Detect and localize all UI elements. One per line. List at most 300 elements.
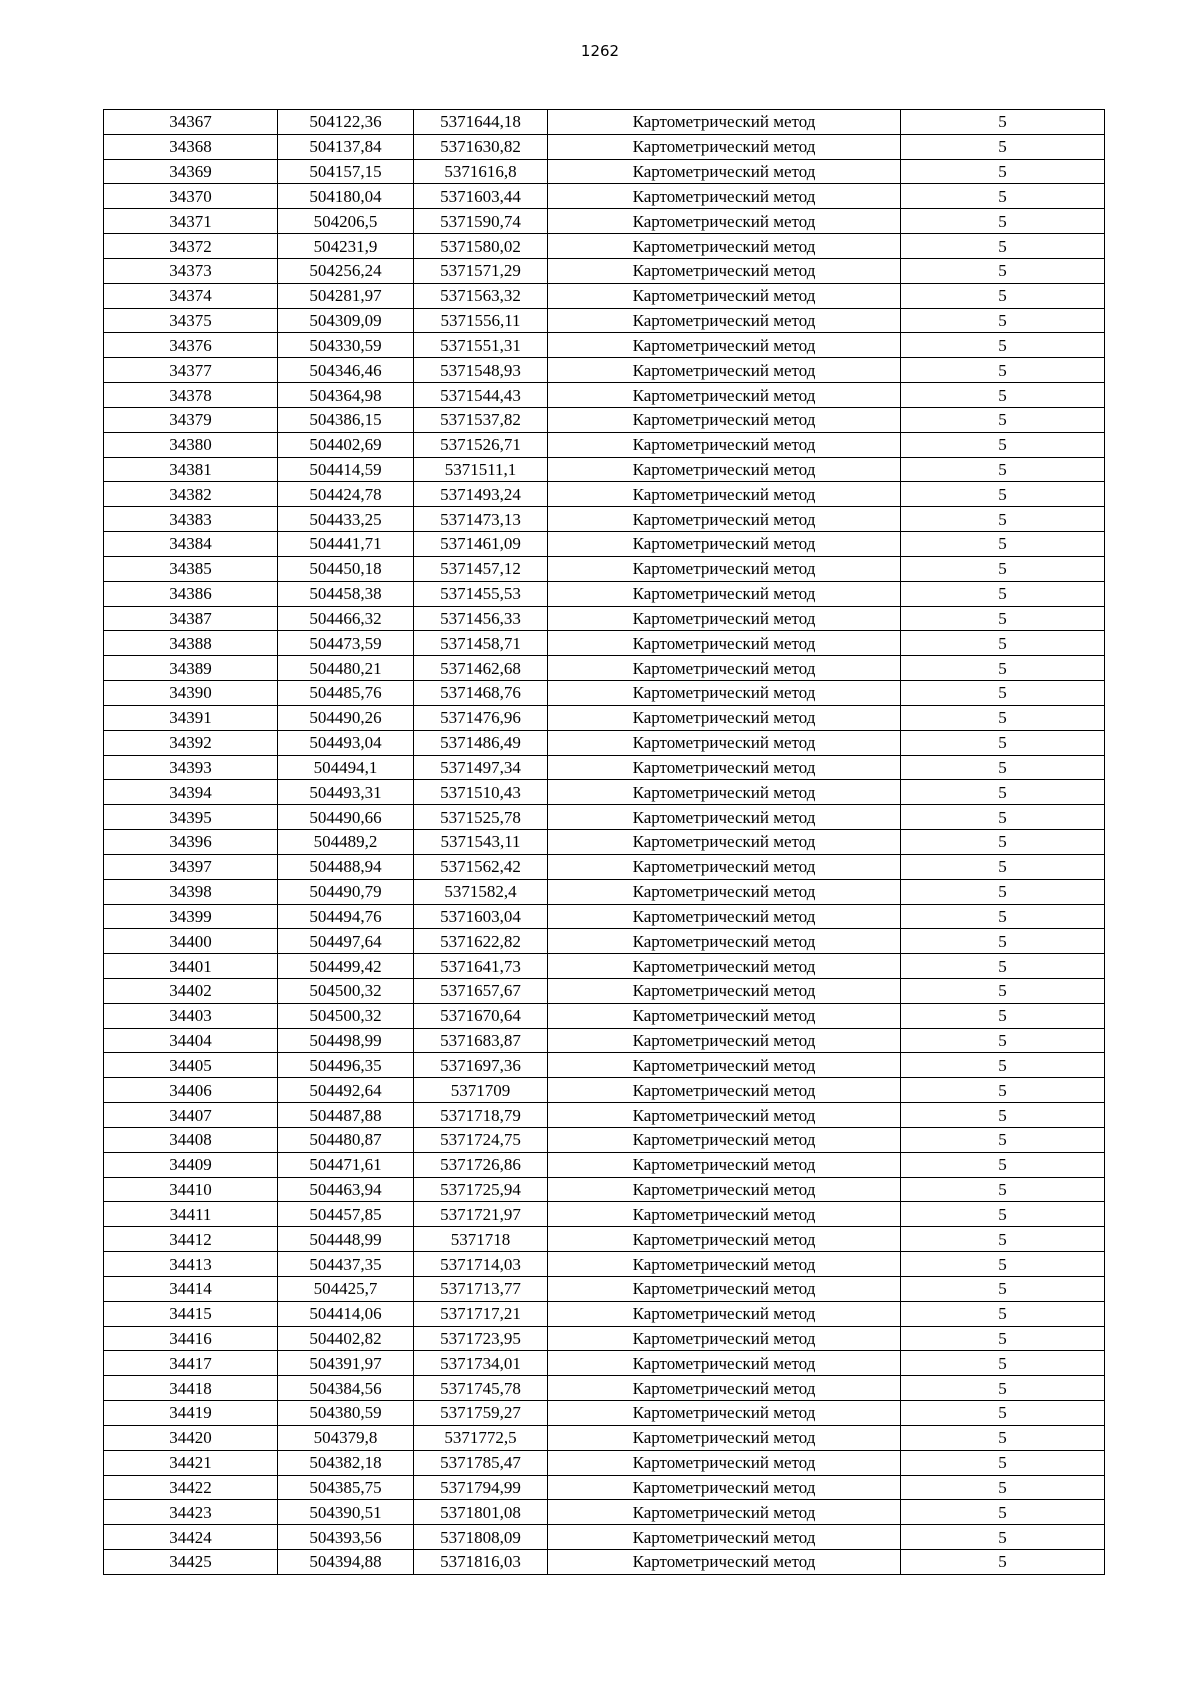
y-coordinate-cell: 5371683,87: [414, 1028, 548, 1053]
accuracy-cell: 5: [901, 1425, 1105, 1450]
accuracy-cell: 5: [901, 209, 1105, 234]
point-number-cell: 34402: [104, 978, 278, 1003]
accuracy-cell: 5: [901, 1525, 1105, 1550]
method-cell: Картометрический метод: [548, 1401, 901, 1426]
table-row: [104, 110, 1105, 135]
x-coordinate-cell: 504493,31: [278, 780, 414, 805]
method-cell: Картометрический метод: [548, 854, 901, 879]
table-row: [104, 184, 1105, 209]
method-cell: Картометрический метод: [548, 1376, 901, 1401]
x-coordinate-cell: 504384,56: [278, 1376, 414, 1401]
table-row: [104, 1550, 1105, 1575]
method-cell: Картометрический метод: [548, 1326, 901, 1351]
y-coordinate-cell: 5371670,64: [414, 1003, 548, 1028]
method-cell: Картометрический метод: [548, 184, 901, 209]
x-coordinate-cell: 504473,59: [278, 631, 414, 656]
x-coordinate-cell: 504480,21: [278, 656, 414, 681]
accuracy-cell: 5: [901, 184, 1105, 209]
y-coordinate-cell: 5371657,67: [414, 978, 548, 1003]
y-coordinate-cell: 5371713,77: [414, 1276, 548, 1301]
accuracy-cell: 5: [901, 1028, 1105, 1053]
x-coordinate-cell: 504493,04: [278, 730, 414, 755]
method-cell: Картометрический метод: [548, 383, 901, 408]
accuracy-cell: 5: [901, 656, 1105, 681]
accuracy-cell: 5: [901, 780, 1105, 805]
method-cell: Картометрический метод: [548, 978, 901, 1003]
x-coordinate-cell: 504414,59: [278, 457, 414, 482]
x-coordinate-cell: 504498,99: [278, 1028, 414, 1053]
x-coordinate-cell: 504466,32: [278, 606, 414, 631]
method-cell: Картометрический метод: [548, 1425, 901, 1450]
method-cell: Картометрический метод: [548, 333, 901, 358]
x-coordinate-cell: 504122,36: [278, 110, 414, 135]
y-coordinate-cell: 5371563,32: [414, 283, 548, 308]
method-cell: Картометрический метод: [548, 954, 901, 979]
point-number-cell: 34389: [104, 656, 278, 681]
table-row: [104, 556, 1105, 581]
x-coordinate-cell: 504497,64: [278, 929, 414, 954]
point-number-cell: 34412: [104, 1227, 278, 1252]
table-row: [104, 978, 1105, 1003]
y-coordinate-cell: 5371745,78: [414, 1376, 548, 1401]
point-number-cell: 34419: [104, 1401, 278, 1426]
table-row: [104, 1475, 1105, 1500]
table-row: [104, 581, 1105, 606]
x-coordinate-cell: 504490,26: [278, 705, 414, 730]
accuracy-cell: 5: [901, 1127, 1105, 1152]
y-coordinate-cell: 5371551,31: [414, 333, 548, 358]
table-row: [104, 407, 1105, 432]
point-number-cell: 34378: [104, 383, 278, 408]
accuracy-cell: 5: [901, 904, 1105, 929]
x-coordinate-cell: 504281,97: [278, 283, 414, 308]
x-coordinate-cell: 504137,84: [278, 134, 414, 159]
method-cell: Картометрический метод: [548, 407, 901, 432]
point-number-cell: 34407: [104, 1103, 278, 1128]
point-number-cell: 34392: [104, 730, 278, 755]
table-row: [104, 879, 1105, 904]
method-cell: Картометрический метод: [548, 656, 901, 681]
point-number-cell: 34369: [104, 159, 278, 184]
y-coordinate-cell: 5371571,29: [414, 258, 548, 283]
y-coordinate-cell: 5371603,44: [414, 184, 548, 209]
point-number-cell: 34406: [104, 1078, 278, 1103]
point-number-cell: 34416: [104, 1326, 278, 1351]
method-cell: Картометрический метод: [548, 308, 901, 333]
y-coordinate-cell: 5371616,8: [414, 159, 548, 184]
table-row: [104, 159, 1105, 184]
point-number-cell: 34400: [104, 929, 278, 954]
point-number-cell: 34390: [104, 681, 278, 706]
method-cell: Картометрический метод: [548, 606, 901, 631]
method-cell: Картометрический метод: [548, 805, 901, 830]
y-coordinate-cell: 5371458,71: [414, 631, 548, 656]
y-coordinate-cell: 5371725,94: [414, 1177, 548, 1202]
accuracy-cell: 5: [901, 358, 1105, 383]
y-coordinate-cell: 5371548,93: [414, 358, 548, 383]
x-coordinate-cell: 504441,71: [278, 532, 414, 557]
y-coordinate-cell: 5371582,4: [414, 879, 548, 904]
y-coordinate-cell: 5371717,21: [414, 1301, 548, 1326]
method-cell: Картометрический метод: [548, 830, 901, 855]
method-cell: Картометрический метод: [548, 1053, 901, 1078]
accuracy-cell: 5: [901, 1003, 1105, 1028]
x-coordinate-cell: 504391,97: [278, 1351, 414, 1376]
method-cell: Картометрический метод: [548, 1028, 901, 1053]
method-cell: Картометрический метод: [548, 1152, 901, 1177]
point-number-cell: 34422: [104, 1475, 278, 1500]
point-number-cell: 34375: [104, 308, 278, 333]
accuracy-cell: 5: [901, 333, 1105, 358]
y-coordinate-cell: 5371493,24: [414, 482, 548, 507]
y-coordinate-cell: 5371544,43: [414, 383, 548, 408]
table-row: [104, 730, 1105, 755]
point-number-cell: 34410: [104, 1177, 278, 1202]
x-coordinate-cell: 504490,66: [278, 805, 414, 830]
accuracy-cell: 5: [901, 978, 1105, 1003]
point-number-cell: 34374: [104, 283, 278, 308]
x-coordinate-cell: 504346,46: [278, 358, 414, 383]
point-number-cell: 34403: [104, 1003, 278, 1028]
y-coordinate-cell: 5371562,42: [414, 854, 548, 879]
y-coordinate-cell: 5371734,01: [414, 1351, 548, 1376]
method-cell: Картометрический метод: [548, 1351, 901, 1376]
table-row: [104, 1525, 1105, 1550]
method-cell: Картометрический метод: [548, 507, 901, 532]
method-cell: Картометрический метод: [548, 159, 901, 184]
accuracy-cell: 5: [901, 705, 1105, 730]
y-coordinate-cell: 5371697,36: [414, 1053, 548, 1078]
method-cell: Картометрический метод: [548, 1103, 901, 1128]
x-coordinate-cell: 504457,85: [278, 1202, 414, 1227]
x-coordinate-cell: 504496,35: [278, 1053, 414, 1078]
accuracy-cell: 5: [901, 110, 1105, 135]
accuracy-cell: 5: [901, 457, 1105, 482]
method-cell: Картометрический метод: [548, 780, 901, 805]
table-row: [104, 308, 1105, 333]
method-cell: Картометрический метод: [548, 556, 901, 581]
point-number-cell: 34373: [104, 258, 278, 283]
point-number-cell: 34404: [104, 1028, 278, 1053]
method-cell: Картометрический метод: [548, 134, 901, 159]
x-coordinate-cell: 504424,78: [278, 482, 414, 507]
accuracy-cell: 5: [901, 1227, 1105, 1252]
table-row: [104, 1202, 1105, 1227]
y-coordinate-cell: 5371808,09: [414, 1525, 548, 1550]
method-cell: Картометрический метод: [548, 1177, 901, 1202]
x-coordinate-cell: 504494,1: [278, 755, 414, 780]
method-cell: Картометрический метод: [548, 1202, 901, 1227]
point-number-cell: 34379: [104, 407, 278, 432]
x-coordinate-cell: 504494,76: [278, 904, 414, 929]
y-coordinate-cell: 5371462,68: [414, 656, 548, 681]
x-coordinate-cell: 504256,24: [278, 258, 414, 283]
point-number-cell: 34380: [104, 432, 278, 457]
point-number-cell: 34381: [104, 457, 278, 482]
x-coordinate-cell: 504492,64: [278, 1078, 414, 1103]
method-cell: Картометрический метод: [548, 631, 901, 656]
x-coordinate-cell: 504206,5: [278, 209, 414, 234]
x-coordinate-cell: 504157,15: [278, 159, 414, 184]
y-coordinate-cell: 5371794,99: [414, 1475, 548, 1500]
table-row: [104, 1152, 1105, 1177]
accuracy-cell: 5: [901, 581, 1105, 606]
accuracy-cell: 5: [901, 805, 1105, 830]
method-cell: Картометрический метод: [548, 1500, 901, 1525]
x-coordinate-cell: 504500,32: [278, 978, 414, 1003]
table-row: [104, 1425, 1105, 1450]
table-row: [104, 1053, 1105, 1078]
accuracy-cell: 5: [901, 1500, 1105, 1525]
point-number-cell: 34372: [104, 234, 278, 259]
accuracy-cell: 5: [901, 1376, 1105, 1401]
table-row: [104, 631, 1105, 656]
y-coordinate-cell: 5371461,09: [414, 532, 548, 557]
table-row: [104, 929, 1105, 954]
point-number-cell: 34391: [104, 705, 278, 730]
y-coordinate-cell: 5371785,47: [414, 1450, 548, 1475]
method-cell: Картометрический метод: [548, 258, 901, 283]
accuracy-cell: 5: [901, 383, 1105, 408]
table-row: [104, 1326, 1105, 1351]
point-number-cell: 34398: [104, 879, 278, 904]
x-coordinate-cell: 504414,06: [278, 1301, 414, 1326]
table-row: [104, 656, 1105, 681]
table-row: [104, 432, 1105, 457]
y-coordinate-cell: 5371644,18: [414, 110, 548, 135]
x-coordinate-cell: 504394,88: [278, 1550, 414, 1575]
x-coordinate-cell: 504379,8: [278, 1425, 414, 1450]
accuracy-cell: 5: [901, 854, 1105, 879]
accuracy-cell: 5: [901, 258, 1105, 283]
accuracy-cell: 5: [901, 631, 1105, 656]
y-coordinate-cell: 5371457,12: [414, 556, 548, 581]
x-coordinate-cell: 504480,87: [278, 1127, 414, 1152]
table-row: [104, 1301, 1105, 1326]
y-coordinate-cell: 5371603,04: [414, 904, 548, 929]
accuracy-cell: 5: [901, 1202, 1105, 1227]
accuracy-cell: 5: [901, 1401, 1105, 1426]
table-row: [104, 805, 1105, 830]
point-number-cell: 34414: [104, 1276, 278, 1301]
accuracy-cell: 5: [901, 234, 1105, 259]
y-coordinate-cell: 5371816,03: [414, 1550, 548, 1575]
accuracy-cell: 5: [901, 159, 1105, 184]
point-number-cell: 34401: [104, 954, 278, 979]
point-number-cell: 34421: [104, 1450, 278, 1475]
y-coordinate-cell: 5371468,76: [414, 681, 548, 706]
x-coordinate-cell: 504488,94: [278, 854, 414, 879]
accuracy-cell: 5: [901, 1078, 1105, 1103]
y-coordinate-cell: 5371455,53: [414, 581, 548, 606]
table-row: [104, 854, 1105, 879]
accuracy-cell: 5: [901, 432, 1105, 457]
accuracy-cell: 5: [901, 681, 1105, 706]
table-row: [104, 755, 1105, 780]
point-number-cell: 34399: [104, 904, 278, 929]
table-row: [104, 134, 1105, 159]
table-row: [104, 606, 1105, 631]
x-coordinate-cell: 504450,18: [278, 556, 414, 581]
x-coordinate-cell: 504231,9: [278, 234, 414, 259]
accuracy-cell: 5: [901, 407, 1105, 432]
x-coordinate-cell: 504364,98: [278, 383, 414, 408]
point-number-cell: 34368: [104, 134, 278, 159]
table-row: [104, 532, 1105, 557]
accuracy-cell: 5: [901, 308, 1105, 333]
point-number-cell: 34420: [104, 1425, 278, 1450]
point-number-cell: 34393: [104, 755, 278, 780]
table-row: [104, 1127, 1105, 1152]
y-coordinate-cell: 5371526,71: [414, 432, 548, 457]
y-coordinate-cell: 5371718: [414, 1227, 548, 1252]
x-coordinate-cell: 504458,38: [278, 581, 414, 606]
accuracy-cell: 5: [901, 1301, 1105, 1326]
point-number-cell: 34423: [104, 1500, 278, 1525]
method-cell: Картометрический метод: [548, 234, 901, 259]
y-coordinate-cell: 5371726,86: [414, 1152, 548, 1177]
accuracy-cell: 5: [901, 1053, 1105, 1078]
point-number-cell: 34387: [104, 606, 278, 631]
method-cell: Картометрический метод: [548, 432, 901, 457]
y-coordinate-cell: 5371709: [414, 1078, 548, 1103]
accuracy-cell: 5: [901, 283, 1105, 308]
method-cell: Картометрический метод: [548, 904, 901, 929]
accuracy-cell: 5: [901, 1351, 1105, 1376]
method-cell: Картометрический метод: [548, 209, 901, 234]
y-coordinate-cell: 5371497,34: [414, 755, 548, 780]
accuracy-cell: 5: [901, 879, 1105, 904]
point-number-cell: 34417: [104, 1351, 278, 1376]
coordinates-table: [103, 109, 1105, 1575]
point-number-cell: 34411: [104, 1202, 278, 1227]
page-number: 1262: [580, 42, 620, 60]
y-coordinate-cell: 5371630,82: [414, 134, 548, 159]
point-number-cell: 34385: [104, 556, 278, 581]
y-coordinate-cell: 5371723,95: [414, 1326, 548, 1351]
table-row: [104, 358, 1105, 383]
accuracy-cell: 5: [901, 1550, 1105, 1575]
accuracy-cell: 5: [901, 1152, 1105, 1177]
table-row: [104, 333, 1105, 358]
y-coordinate-cell: 5371714,03: [414, 1252, 548, 1277]
point-number-cell: 34386: [104, 581, 278, 606]
method-cell: Картометрический метод: [548, 482, 901, 507]
method-cell: Картометрический метод: [548, 110, 901, 135]
accuracy-cell: 5: [901, 482, 1105, 507]
table-row: [104, 258, 1105, 283]
x-coordinate-cell: 504471,61: [278, 1152, 414, 1177]
y-coordinate-cell: 5371556,11: [414, 308, 548, 333]
x-coordinate-cell: 504433,25: [278, 507, 414, 532]
x-coordinate-cell: 504380,59: [278, 1401, 414, 1426]
table-row: [104, 1500, 1105, 1525]
y-coordinate-cell: 5371801,08: [414, 1500, 548, 1525]
table-row: [104, 1450, 1105, 1475]
accuracy-cell: 5: [901, 1276, 1105, 1301]
point-number-cell: 34424: [104, 1525, 278, 1550]
method-cell: Картометрический метод: [548, 929, 901, 954]
x-coordinate-cell: 504489,2: [278, 830, 414, 855]
table-row: [104, 1276, 1105, 1301]
x-coordinate-cell: 504402,82: [278, 1326, 414, 1351]
table-row: [104, 780, 1105, 805]
table-row: [104, 1003, 1105, 1028]
y-coordinate-cell: 5371590,74: [414, 209, 548, 234]
y-coordinate-cell: 5371510,43: [414, 780, 548, 805]
accuracy-cell: 5: [901, 954, 1105, 979]
table-row: [104, 1401, 1105, 1426]
point-number-cell: 34370: [104, 184, 278, 209]
y-coordinate-cell: 5371772,5: [414, 1425, 548, 1450]
y-coordinate-cell: 5371718,79: [414, 1103, 548, 1128]
table-row: [104, 1351, 1105, 1376]
accuracy-cell: 5: [901, 1450, 1105, 1475]
method-cell: Картометрический метод: [548, 1475, 901, 1500]
y-coordinate-cell: 5371724,75: [414, 1127, 548, 1152]
point-number-cell: 34397: [104, 854, 278, 879]
method-cell: Картометрический метод: [548, 1525, 901, 1550]
table-row: [104, 482, 1105, 507]
x-coordinate-cell: 504490,79: [278, 879, 414, 904]
method-cell: Картометрический метод: [548, 1276, 901, 1301]
method-cell: Картометрический метод: [548, 358, 901, 383]
table-row: [104, 1078, 1105, 1103]
method-cell: Картометрический метод: [548, 1450, 901, 1475]
x-coordinate-cell: 504386,15: [278, 407, 414, 432]
accuracy-cell: 5: [901, 1326, 1105, 1351]
y-coordinate-cell: 5371476,96: [414, 705, 548, 730]
table-row: [104, 283, 1105, 308]
y-coordinate-cell: 5371641,73: [414, 954, 548, 979]
y-coordinate-cell: 5371721,97: [414, 1202, 548, 1227]
table-row: [104, 1227, 1105, 1252]
method-cell: Картометрический метод: [548, 1127, 901, 1152]
point-number-cell: 34395: [104, 805, 278, 830]
point-number-cell: 34384: [104, 532, 278, 557]
x-coordinate-cell: 504393,56: [278, 1525, 414, 1550]
method-cell: Картометрический метод: [548, 457, 901, 482]
x-coordinate-cell: 504382,18: [278, 1450, 414, 1475]
point-number-cell: 34405: [104, 1053, 278, 1078]
point-number-cell: 34382: [104, 482, 278, 507]
method-cell: Картометрический метод: [548, 1550, 901, 1575]
point-number-cell: 34409: [104, 1152, 278, 1177]
y-coordinate-cell: 5371456,33: [414, 606, 548, 631]
table-row: [104, 209, 1105, 234]
y-coordinate-cell: 5371511,1: [414, 457, 548, 482]
accuracy-cell: 5: [901, 755, 1105, 780]
method-cell: Картометрический метод: [548, 581, 901, 606]
table-row: [104, 1376, 1105, 1401]
table-row: [104, 234, 1105, 259]
accuracy-cell: 5: [901, 929, 1105, 954]
method-cell: Картометрический метод: [548, 755, 901, 780]
table-row: [104, 705, 1105, 730]
table-row: [104, 457, 1105, 482]
y-coordinate-cell: 5371537,82: [414, 407, 548, 432]
accuracy-cell: 5: [901, 1252, 1105, 1277]
table-row: [104, 904, 1105, 929]
accuracy-cell: 5: [901, 1103, 1105, 1128]
accuracy-cell: 5: [901, 1177, 1105, 1202]
point-number-cell: 34415: [104, 1301, 278, 1326]
y-coordinate-cell: 5371486,49: [414, 730, 548, 755]
table-row: [104, 830, 1105, 855]
x-coordinate-cell: 504500,32: [278, 1003, 414, 1028]
method-cell: Картометрический метод: [548, 1078, 901, 1103]
x-coordinate-cell: 504330,59: [278, 333, 414, 358]
